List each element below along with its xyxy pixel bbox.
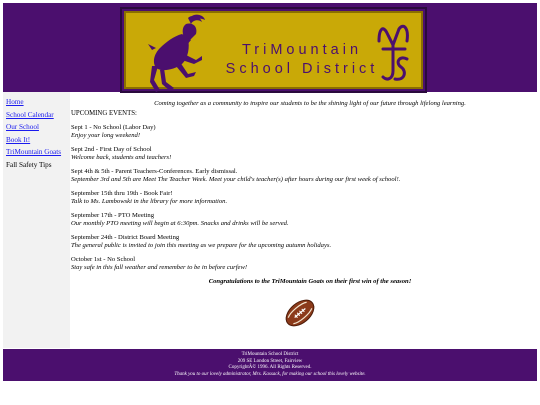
site-title-line2: School District <box>225 61 379 77</box>
tagline: Coming together as a community to inspire our students to be the shining light of our future through lifelong learning. <box>154 100 466 107</box>
site-header <box>3 3 537 92</box>
event-title: September 24th - District Board Meeting <box>71 234 180 241</box>
site-title-line1: TriMountain <box>241 42 363 58</box>
sidebar-nav <box>3 92 70 348</box>
event-title: Sept 1 - No School (Labor Day) <box>71 124 156 131</box>
event-description: The general public is invited to join this meeting as we prepare for the upcoming autumn holidays. <box>71 242 332 249</box>
event-item <box>71 124 537 140</box>
event-title: Sept 4th & 5th - Parent Teachers-Conferences. Early dismissal. <box>71 168 238 175</box>
footer-copyright: CopyrightÂ© 1996. All Rights Reserved. <box>228 365 312 370</box>
banner-panel <box>124 11 423 89</box>
sidebar-item-trimountain-goats[interactable]: TriMountain Goats <box>6 148 62 156</box>
event-title: September 17th - PTO Meeting <box>71 212 155 219</box>
sidebar-item-our-school[interactable]: Our School <box>6 123 39 131</box>
event-title: Sept 2nd - First Day of School <box>71 146 152 153</box>
sidebar-item-home[interactable]: Home <box>6 98 24 106</box>
site-footer <box>3 349 537 381</box>
footer-district-name: TriMountain School District <box>241 352 299 357</box>
event-item <box>71 256 537 272</box>
event-item <box>71 212 537 228</box>
event-description: September 3rd and 5th are Meet The Teacher Week. Meet your child's teacher(s) after hours during our first week of school!. <box>71 176 401 183</box>
event-description: Stay safe in this fall weather and remember to be in before curfew! <box>71 264 248 271</box>
event-item <box>71 234 537 250</box>
banner <box>120 7 427 93</box>
upcoming-events-heading: UPCOMING EVENTS: <box>71 110 137 117</box>
event-title: October 1st - No School <box>71 256 136 263</box>
event-title: September 15th thru 19th - Book Fair! <box>71 190 173 197</box>
event-item <box>71 168 537 184</box>
sidebar-item-school-calendar[interactable]: School Calendar <box>6 110 54 119</box>
event-description: Enjoy your long weekend! <box>71 132 141 139</box>
event-item <box>71 190 537 206</box>
monogram-logo <box>373 19 415 89</box>
goat-icon <box>130 14 222 94</box>
site-title <box>222 41 382 79</box>
event-description: Welcome back, students and teachers! <box>71 154 172 161</box>
sidebar-item-book-it[interactable]: Book It! <box>6 135 31 144</box>
main-content <box>71 100 537 286</box>
footer-address: 209 SE London Street, Fairview <box>237 358 303 364</box>
event-item <box>71 146 537 162</box>
event-description: Our monthly PTO meeting will begin at 6:30pm. Snacks and drinks will be served. <box>71 220 289 227</box>
event-description: Talk to Ms. Lambowski in the library for more information. <box>71 198 228 205</box>
sidebar-item-fall-safety-tips: Fall Safety Tips <box>6 160 52 169</box>
footer-thanks: Thank you to our lovely administrator, Mrs. Kassack, for making our school this lovely website. <box>174 371 366 377</box>
congratulations-message: Congratulations to the TriMountain Goats on their first win of the season! <box>208 278 412 285</box>
football-icon <box>283 296 317 330</box>
